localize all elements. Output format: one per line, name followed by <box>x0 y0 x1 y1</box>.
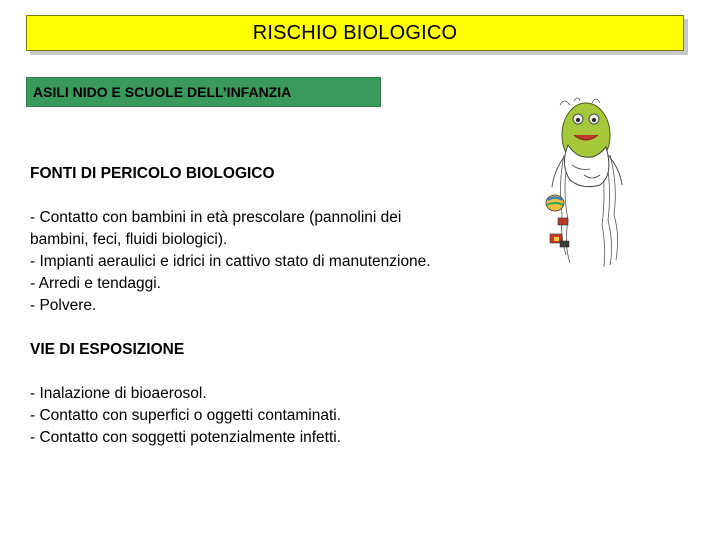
section-banner <box>26 77 381 107</box>
page-title <box>26 15 684 51</box>
page-title-text: RISCHIO BIOLOGICO <box>252 21 458 44</box>
section-banner-text: ASILI NIDO E SCUOLE DELL’INFANZIA <box>33 84 292 100</box>
exposure-line: - Contatto con superfici o oggetti contaminati. <box>30 407 342 424</box>
spacer <box>30 317 530 339</box>
exposure-line: - Contatto con soggetti potenzialmente infetti. <box>30 429 342 446</box>
germ-character-icon <box>540 95 630 270</box>
exposure-line: - Inalazione di bioaerosol. <box>30 385 207 402</box>
sources-line: - Polvere. <box>30 297 97 314</box>
exposure-heading: VIE DI ESPOSIZIONE <box>30 341 185 358</box>
sources-line: - Arredi e tendaggi. <box>30 275 161 292</box>
spacer <box>30 185 530 207</box>
sources-line: - Impianti aeraulici e idrici in cattivo stato di manutenzione. <box>30 253 431 270</box>
content-body <box>30 163 530 449</box>
spacer <box>30 361 530 383</box>
sources-line: bambini, feci, fluidi biologici). <box>30 231 228 248</box>
sources-heading: FONTI DI PERICOLO BIOLOGICO <box>30 165 275 182</box>
sources-line: - Contatto con bambini in età prescolare (pannolini dei <box>30 209 402 226</box>
